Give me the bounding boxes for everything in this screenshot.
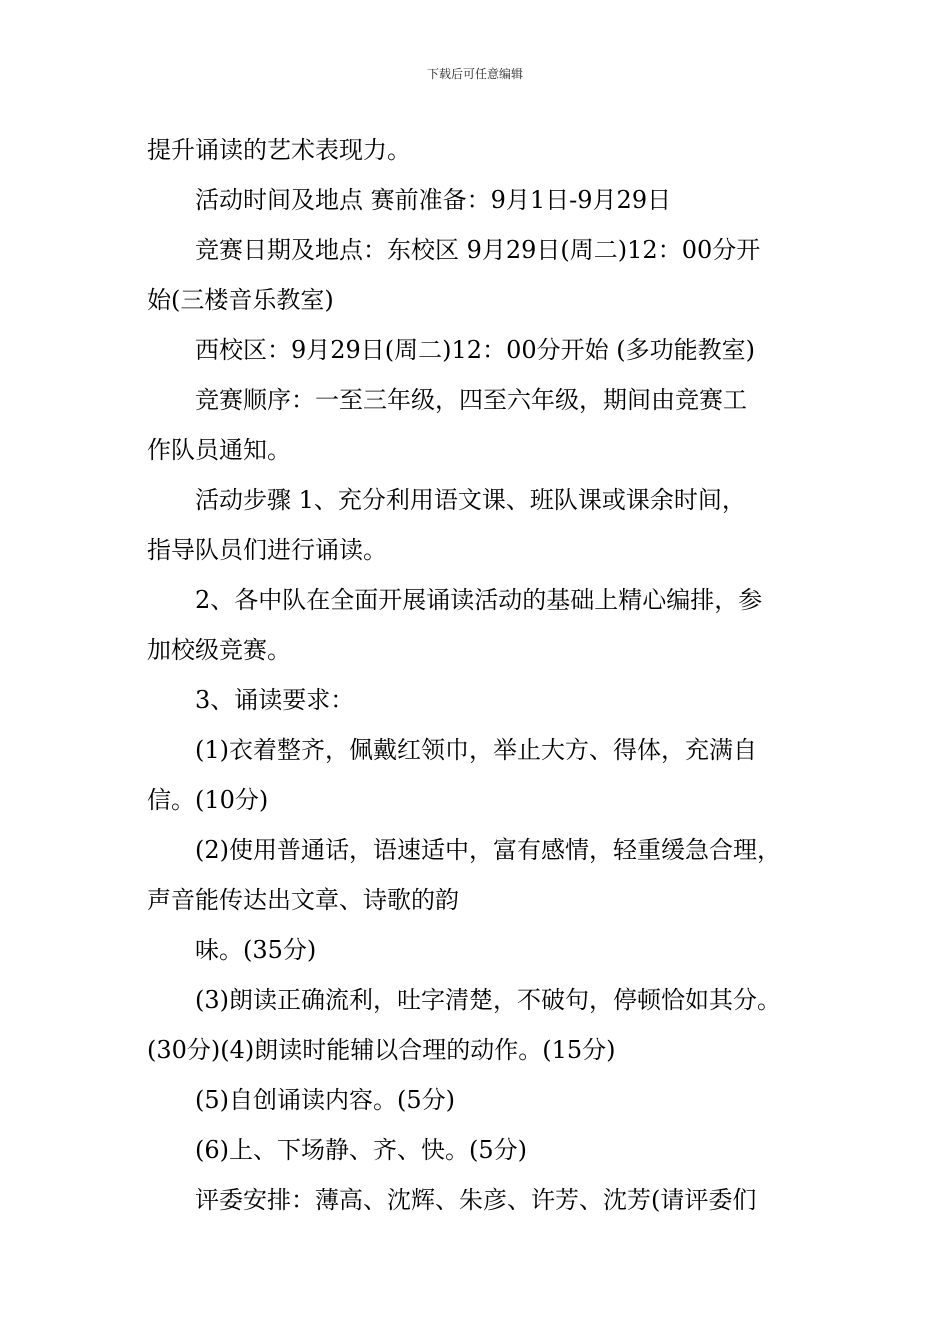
text-line: 3、诵读要求：	[195, 686, 355, 714]
text-line: 声音能传达出文章、诗歌的韵	[147, 886, 459, 914]
text-line: 提升诵读的艺术表现力。	[147, 136, 411, 164]
text-line: 西校区：9月29日(周二)12：00分开始 (多功能教室)	[195, 336, 755, 364]
text-line: 活动时间及地点 赛前准备：9月1日-9月29日	[195, 186, 672, 214]
text-line: (5)自创诵读内容。(5分)	[195, 1086, 455, 1114]
text-line: 味。(35分)	[195, 936, 317, 964]
text-line: (3)朗读正确流利，吐字清楚，不破句，停顿恰如其分。	[195, 986, 781, 1014]
text-line: 指导队员们进行诵读。	[147, 536, 387, 564]
text-line: 加校级竞赛。	[147, 636, 291, 664]
text-line: 竞赛顺序：一至三年级，四至六年级，期间由竞赛工	[195, 386, 747, 414]
text-line: 活动步骤 1、充分利用语文课、班队课或课余时间，	[195, 486, 746, 514]
document-body	[147, 125, 827, 1225]
text-line: (1)衣着整齐，佩戴红领巾，举止大方、得体，充满自	[195, 736, 757, 764]
page-header: 下载后可任意编辑	[426, 67, 523, 81]
text-line: 信。(10分)	[147, 786, 269, 814]
text-line: 2、各中队在全面开展诵读活动的基础上精心编排，参	[195, 586, 763, 614]
text-line: 竞赛日期及地点：东校区 9月29日(周二)12：00分开	[195, 236, 761, 264]
text-line: (30分)(4)朗读时能辅以合理的动作。(15分)	[147, 1036, 616, 1064]
text-line: 评委安排：薄高、沈辉、朱彦、许芳、沈芳(请评委们	[195, 1186, 757, 1214]
text-line: (6)上、下场静、齐、快。(5分)	[195, 1136, 527, 1164]
text-line: (2)使用普通话，语速适中，富有感情，轻重缓急合理，	[195, 836, 781, 864]
text-line: 作队员通知。	[147, 436, 291, 464]
text-line: 始(三楼音乐教室)	[147, 286, 334, 314]
